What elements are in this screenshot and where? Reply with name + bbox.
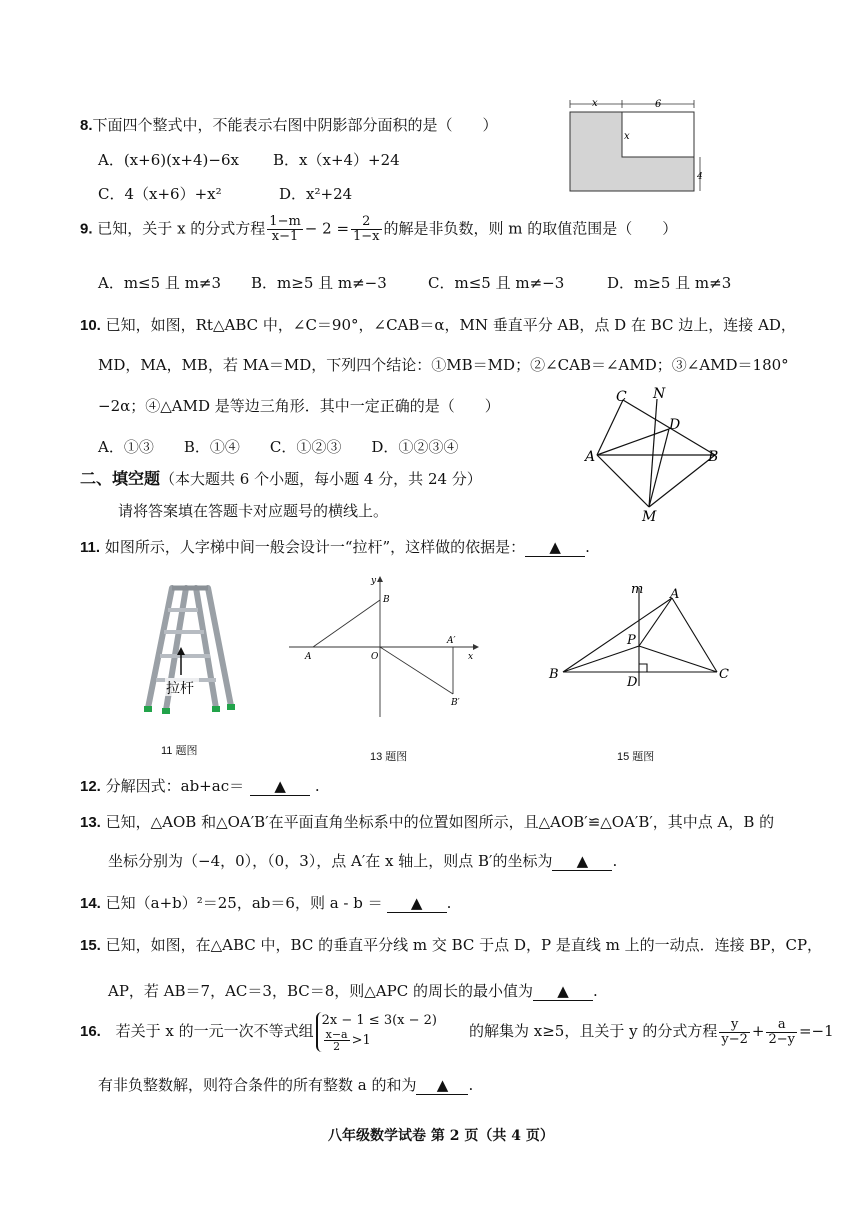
q9-f2-denominator: 1−x (353, 229, 380, 244)
q16-answer-blank[interactable]: ▲ (416, 1076, 468, 1095)
q11-line (80, 536, 590, 557)
q10-fig-label-c: C (616, 389, 627, 405)
q10-line-3: −2α；④△AMD 是等边三角形．其中一定正确的是（ ） (98, 397, 500, 415)
q10-fig-label-a: A (585, 449, 596, 465)
q15-text-2: AP，若 AB＝7，AC＝3，BC＝8，则△APC 的周长的最小值为 (108, 982, 533, 1000)
fig15-label-d: D (627, 675, 638, 690)
q13-number: 13. (80, 814, 101, 831)
fig15-label-b: B (549, 667, 559, 682)
q16-f1-denominator: y−2 (721, 1031, 748, 1047)
q13-line-1 (80, 811, 774, 832)
fig13-label-b-prime: B′ (451, 698, 460, 708)
q12-number: 12. (80, 778, 101, 795)
q9-option-b: B．m≥5 且 m≠−3 (251, 274, 387, 292)
q9-option-c: C．m≤5 且 m≠−3 (428, 274, 565, 292)
q16-fraction-1 (719, 1018, 750, 1047)
q9-fraction-2 (351, 215, 382, 244)
q16-f1-numerator: y (719, 1018, 750, 1033)
q9-post: 的解是非负数，则 m 的取值范围是（ ） (383, 219, 678, 238)
q10-fig-label-m: M (642, 509, 657, 525)
q8-figure (560, 95, 710, 195)
q8-stem: 下面四个整式中，不能表示右图中阴影部分面积的是（ ） (92, 116, 498, 134)
q13-answer-blank[interactable]: ▲ (552, 852, 612, 871)
q15-text-1: 已知，如图，在△ABC 中，BC 的垂直平分线 m 交 BC 于点 D，P 是直线 m 上的一动点．连接 BP，CP， (105, 936, 823, 954)
q16-line-1 (80, 1012, 834, 1052)
q16-rhs: =−1 (798, 1022, 834, 1040)
q11-ladder-label: 拉杆 (166, 681, 194, 697)
q16-fraction-2 (766, 1018, 797, 1047)
q10-fig-label-n: N (653, 386, 666, 402)
q16-inequality-1: 2x − 1 ≤ 3(x − 2) (321, 1013, 438, 1028)
q16-plus: + (751, 1022, 765, 1040)
q12-end: . (314, 777, 320, 795)
q8-option-b: B．x（x+4）+24 (273, 151, 400, 169)
q12-answer-blank[interactable]: ▲ (250, 777, 310, 796)
q8-option-a: A．(x+6)(x+4)−6x (98, 151, 239, 169)
q11-end: . (585, 538, 590, 556)
q14-answer-blank[interactable]: ▲ (387, 894, 447, 913)
q8-line (80, 114, 498, 135)
q16-line-2 (98, 1074, 473, 1095)
q15-answer-blank[interactable]: ▲ (533, 982, 593, 1001)
q9-pre: 已知，关于 x 的分式方程 (97, 219, 266, 238)
fig13-label-b: B (383, 595, 390, 605)
fig13-label-a-prime: A′ (447, 636, 456, 646)
q15-figure-caption: 15 题图 (617, 751, 655, 763)
q11-figure-caption: 11 题图 (161, 745, 198, 757)
q15-figure (545, 582, 745, 692)
section-2-note: （本大题共 6 个小题，每小题 4 分，共 24 分） (160, 470, 482, 488)
q13-line-2 (108, 850, 617, 871)
q14-line (80, 892, 451, 913)
q16-end: . (468, 1076, 474, 1094)
q15-end: . (592, 982, 598, 1000)
q8-fig-label-six: 6 (655, 99, 662, 110)
q11-number: 11. (80, 539, 101, 556)
q13-end: . (612, 852, 618, 870)
q16-ineq2-fraction (324, 1029, 350, 1052)
q10-line-2: MD，MA，MB，若 MA＝MD，下列四个结论：①MB＝MD；②∠CAB＝∠AMD；③∠AMD＝180° (98, 356, 789, 374)
q9-option-d: D．m≥5 且 m≠3 (607, 274, 732, 292)
q16-text-2: 有非负整数解，则符合条件的所有整数 a 的和为 (98, 1076, 417, 1094)
q13-text-1: 已知，△AOB 和△OA′B′在平面直角坐标系中的位置如图所示，且△AOB′≌△OA′B′，其中点 A，B 的 (105, 813, 775, 831)
q10-line-1 (80, 314, 796, 335)
q9-mid: − 2 = (304, 219, 350, 238)
q8-fig-label-four: 4 (697, 172, 703, 182)
q8-option-d: D．x²+24 (279, 185, 353, 203)
section-2-instruction: 请将答案填在答题卡对应题号的横线上。 (118, 502, 389, 520)
q16-number: 16. (80, 1023, 101, 1040)
q16-pre: 若关于 x 的一元一次不等式组 (115, 1022, 314, 1040)
q11-ladder-figure (136, 580, 241, 720)
q13-figure-caption: 13 题图 (370, 751, 408, 763)
q9-f1-denominator: x−1 (271, 229, 299, 244)
q8-fig-label-x-side: x (624, 131, 630, 142)
q16-f2-numerator: a (766, 1018, 797, 1033)
fig13-label-x: x (468, 652, 474, 662)
q12-text: 分解因式：ab+ac＝ (105, 777, 245, 795)
q9-fraction-1 (267, 215, 303, 244)
q16-ineq2-numerator: x−a (325, 1028, 348, 1041)
q9-f1-numerator: 1−m (269, 214, 301, 229)
q15-line-1 (80, 934, 822, 955)
q14-text: 已知（a+b）²＝25，ab＝6，则 a - b ＝ (105, 894, 383, 912)
q8-fig-label-x-top: x (592, 98, 598, 109)
q11-text: 如图所示，人字梯中间一般会设计一“拉杆”，这样做的依据是： (104, 538, 526, 556)
q8-number: 8. (80, 117, 93, 134)
q15-line-2 (108, 980, 598, 1001)
q10-fig-label-d: D (669, 417, 681, 433)
fig15-label-a: A (670, 587, 680, 602)
q10-fig-label-b: B (708, 449, 719, 465)
q10-number: 10. (80, 317, 101, 334)
q14-end: . (446, 894, 452, 912)
q11-answer-blank[interactable]: ▲ (525, 538, 585, 557)
q9-line (80, 215, 677, 244)
fig15-label-m: m (631, 582, 644, 597)
q10-options: A．①③ B．①④ C．①②③ D．①②③④ (98, 438, 459, 456)
fig15-label-c: C (719, 667, 729, 682)
section-2-title: 二、填空题 (80, 469, 161, 488)
q16-ineq2-rest: >1 (351, 1033, 371, 1048)
section-2-header (80, 466, 482, 489)
q13-figure (285, 575, 485, 720)
q16-f2-denominator: 2−y (768, 1031, 795, 1047)
q16-ineq2-denominator: 2 (333, 1040, 341, 1053)
q15-number: 15. (80, 937, 101, 954)
q16-inequality-2 (322, 1029, 437, 1052)
page-footer: 八年级数学试卷 第 2 页（共 4 页） (328, 1128, 554, 1144)
fig15-label-p: P (627, 633, 636, 648)
q16-inequality-system (316, 1012, 437, 1052)
q10-text-1: 已知，如图，Rt△ABC 中，∠C＝90°，∠CAB＝α，MN 垂直平分 AB，点 D 在 BC 边上，连接 AD， (105, 316, 796, 334)
fig13-label-a: A (305, 652, 312, 662)
q9-number: 9. (80, 220, 93, 238)
q10-figure (578, 385, 738, 525)
q14-number: 14. (80, 895, 101, 912)
q12-line (80, 775, 320, 796)
q13-text-2: 坐标分别为（−4，0），（0，3），点 A′在 x 轴上，则点 B′的坐标为 (108, 852, 553, 870)
fig13-label-y: y (371, 576, 377, 586)
q16-mid: 的解集为 x≥5，且关于 y 的分式方程 (469, 1022, 718, 1040)
q9-option-a: A．m≤5 且 m≠3 (98, 274, 222, 292)
q8-option-c: C．4（x+6）+x² (98, 185, 222, 203)
q9-f2-numerator: 2 (351, 215, 382, 230)
fig13-label-o: O (371, 652, 379, 662)
